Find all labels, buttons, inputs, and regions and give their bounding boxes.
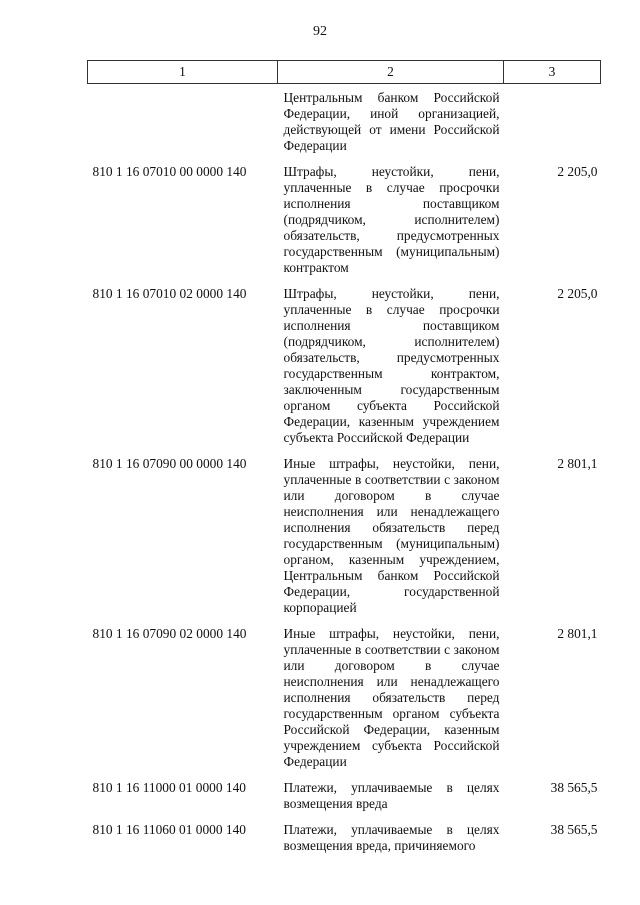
- table-header: [88, 61, 601, 84]
- revenue-name: Штрафы, неустойки, пени, уплаченные в случае просрочки исполнения поставщиком (подрядчиком, исполнителем) обязательств, предусмотренных государственным (муниципальным) контрактом: [283, 164, 500, 275]
- revenue-code: 810 1 16 07010 02 0000 140: [92, 286, 247, 301]
- revenue-code: 810 1 16 07010 00 0000 140: [92, 164, 247, 179]
- revenue-code: 810 1 16 07090 02 0000 140: [92, 626, 247, 641]
- revenue-code: 810 1 16 07090 00 0000 140: [92, 456, 247, 471]
- revenue-amount: 38 565,5: [550, 822, 598, 837]
- column-header-code: 1: [88, 61, 278, 84]
- revenue-name: Центральным банком Российской Федерации, иной организацией, действующей от имени Российской Федерации: [283, 90, 500, 153]
- table-body: [88, 84, 601, 865]
- revenue-code: 810 1 16 11060 01 0000 140: [92, 822, 246, 837]
- revenue-code: 810 1 16 11000 01 0000 140: [92, 780, 246, 795]
- revenue-name: Платежи, уплачиваемые в целях возмещения вреда: [283, 780, 500, 811]
- revenue-name: Иные штрафы, неустойки, пени, уплаченные в соответствии с законом или договором в случае неисполнения или ненадлежащего исполнения обязательств перед государственным органом субъекта Российской Федерации, казенным учреждением субъекта Российской Федерации: [283, 626, 500, 769]
- column-header-name: 2: [278, 61, 504, 84]
- revenue-amount: 2 801,1: [557, 456, 598, 471]
- revenue-name: Штрафы, неустойки, пени, уплаченные в случае просрочки исполнения поставщиком (подрядчиком, исполнителем) обязательств, предусмотренных государственным контрактом, заключенным государственным органом субъекта Российской Федерации, казенным учреждением субъекта Российской Федерации: [283, 286, 500, 445]
- revenue-amount: 2 801,1: [557, 626, 598, 641]
- budget-revenue-table: [87, 60, 601, 864]
- table-header-row: [88, 61, 601, 84]
- column-header-amount: 3: [504, 61, 601, 84]
- revenue-code: [88, 84, 278, 165]
- revenue-amount: [504, 84, 601, 165]
- revenue-amount: 2 205,0: [557, 164, 598, 179]
- table-row: [88, 626, 601, 780]
- table-row: [88, 286, 601, 456]
- table-row: [88, 780, 601, 822]
- table-row: [88, 164, 601, 286]
- table-row: [88, 822, 601, 864]
- table-row: [88, 84, 601, 165]
- table-row: [88, 456, 601, 626]
- revenue-amount: 2 205,0: [557, 286, 598, 301]
- revenue-name: Платежи, уплачиваемые в целях возмещения вреда, причиняемого: [283, 822, 500, 853]
- revenue-amount: 38 565,5: [550, 780, 598, 795]
- revenue-name: Иные штрафы, неустойки, пени, уплаченные в соответствии с законом или договором в случае неисполнения или ненадлежащего исполнения обязательств перед государственным (муниципальным) органом, казенным учреждением, Центральным банком Российской Федерации, государственной корпорацией: [283, 456, 500, 615]
- page-number: 92: [313, 24, 327, 39]
